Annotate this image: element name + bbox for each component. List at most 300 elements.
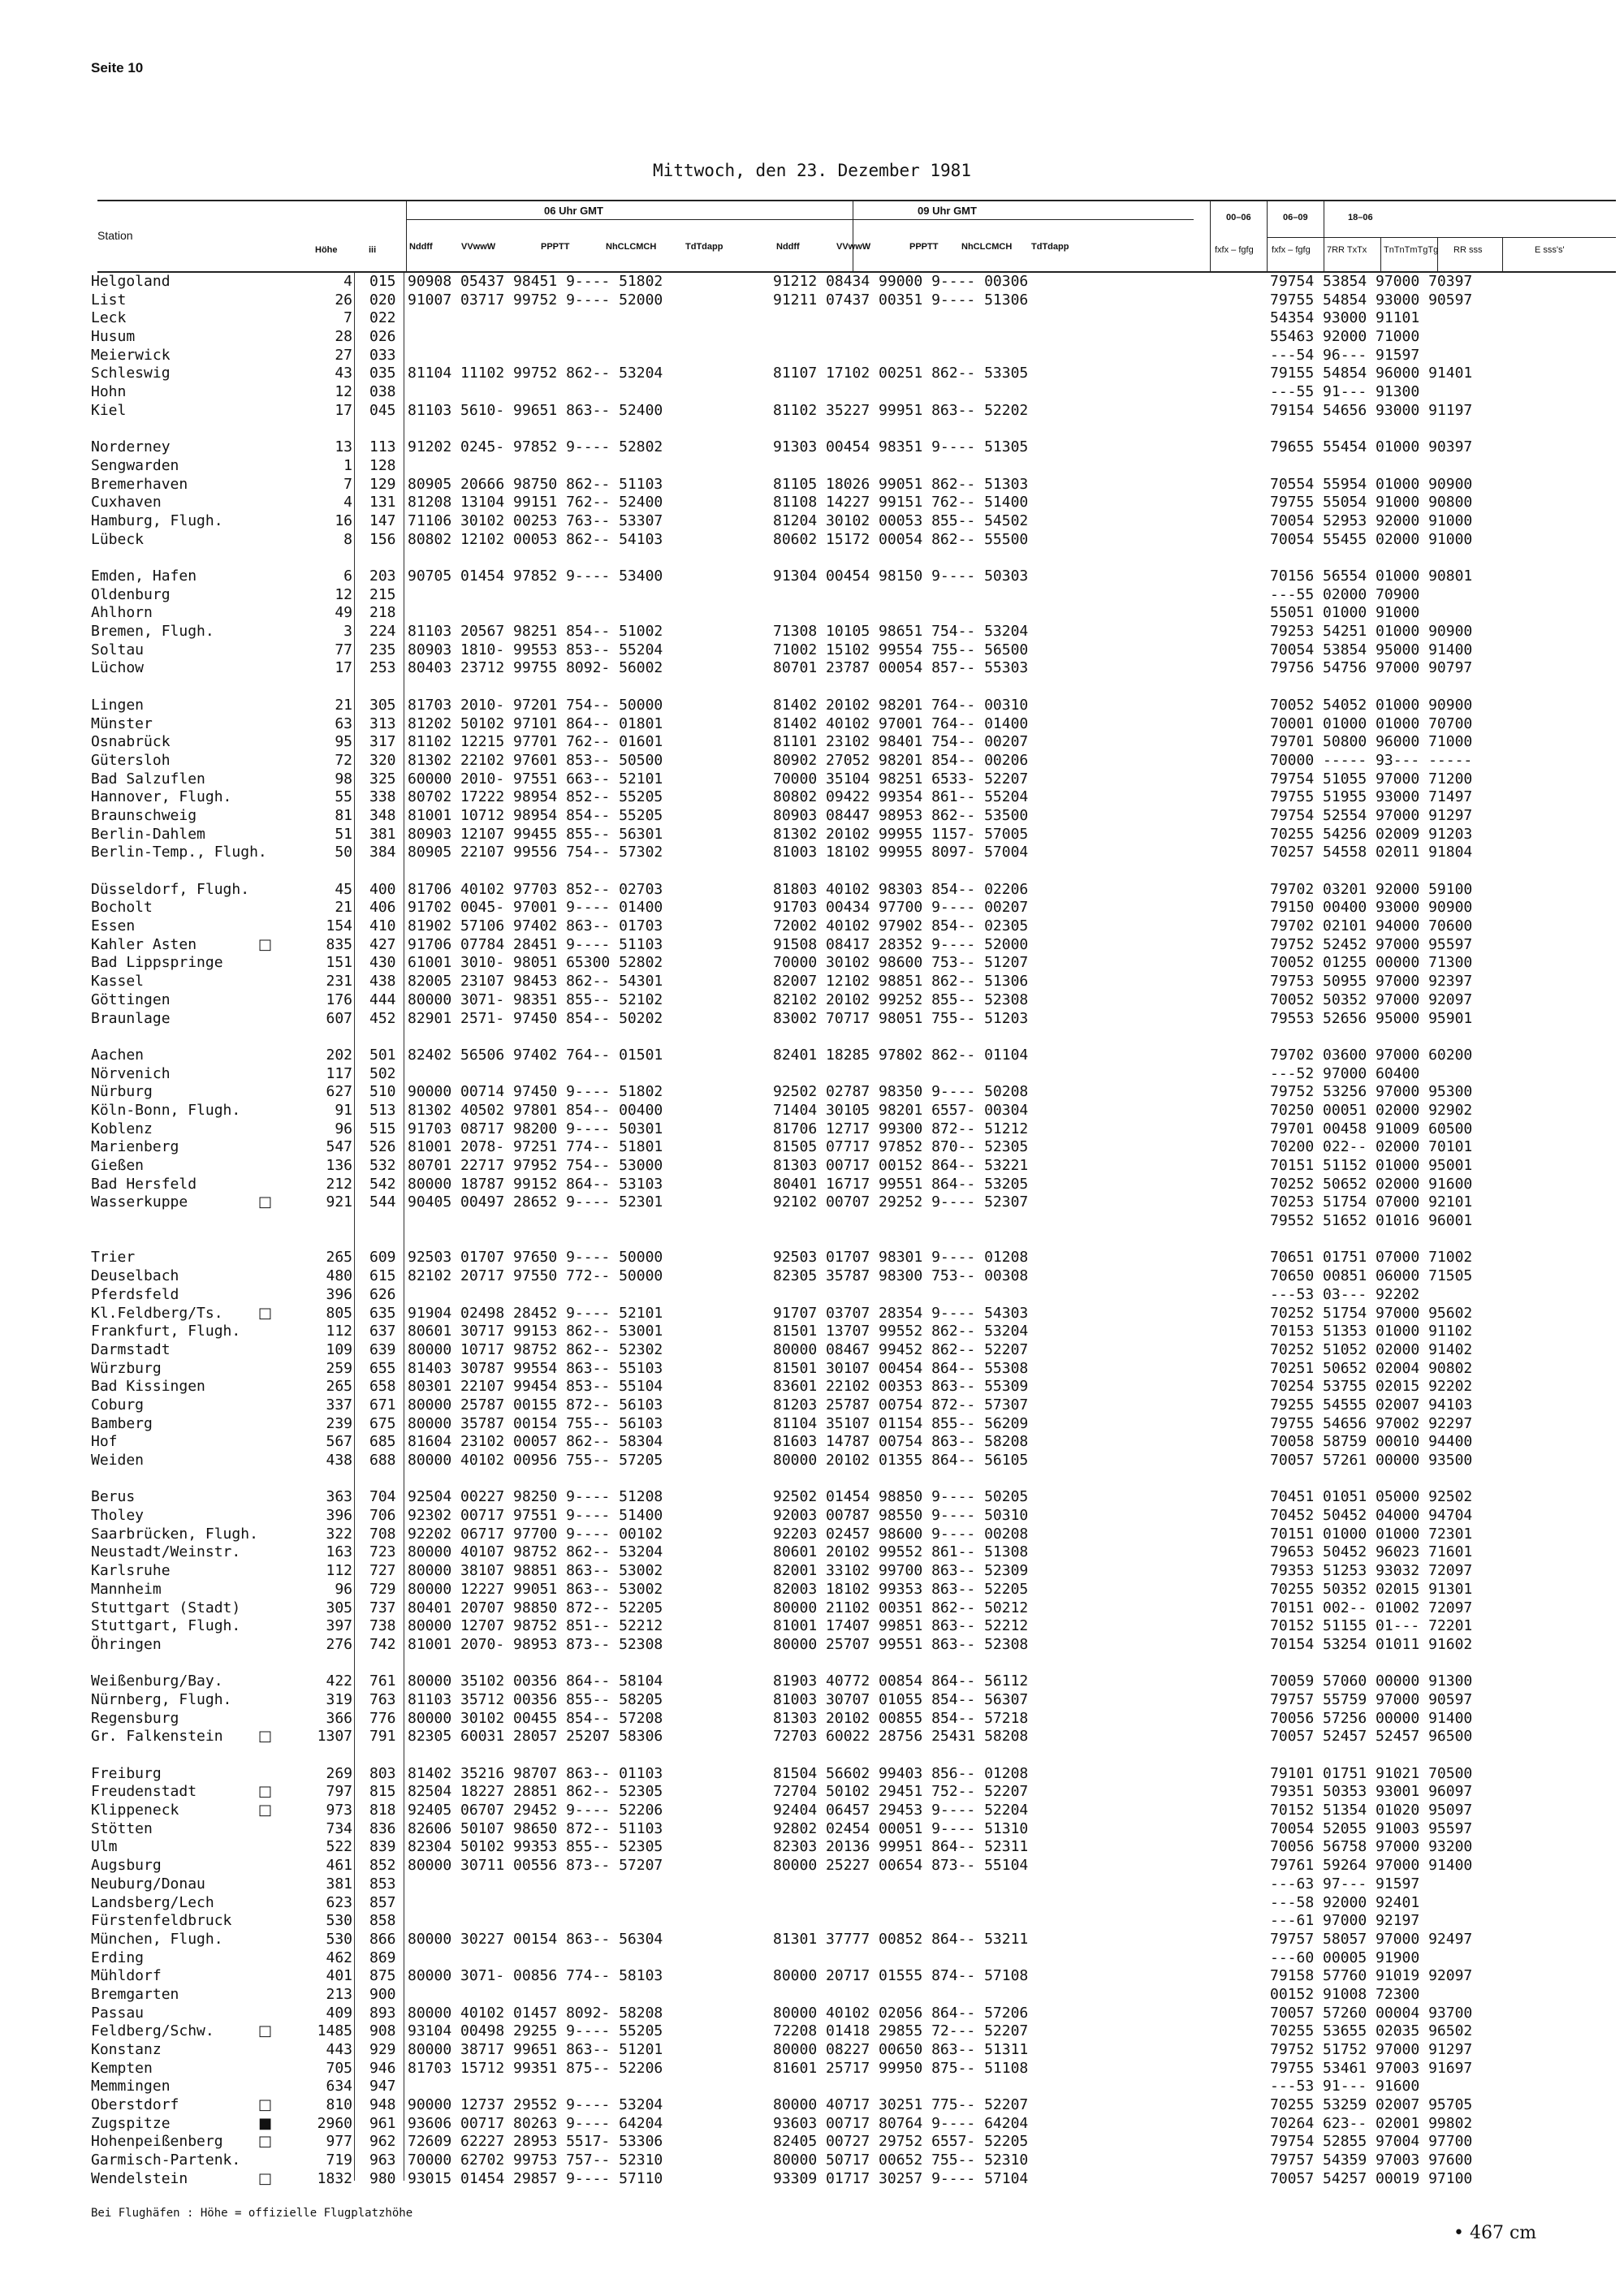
station-hoehe: 835 [326,935,352,953]
obs-18: 79755 54854 93000 90597 [1270,291,1473,309]
obs-09: 80602 15172 00054 862-- 55500 [773,530,1029,548]
obs-06: 80403 23712 99755 8092- 56002 [408,659,663,677]
table-row [0,1193,1624,1212]
station-name: Zugspitze [91,2114,171,2132]
table-row [0,457,1624,476]
station-name: Oberstdorf [91,2096,179,2114]
station-iii: 615 [369,1267,396,1285]
station-hoehe: 163 [326,1543,352,1561]
station-name: Feldberg/Schw. [91,2022,214,2040]
station-name: Bad Salzuflen [91,770,205,788]
table-row [0,1267,1624,1286]
obs-18: 79353 51253 93032 72097 [1270,1562,1473,1580]
station-iii: 776 [369,1709,396,1727]
table-row [0,1120,1624,1139]
station-mark: □ [258,2096,273,2114]
row-spacer [0,421,1624,439]
obs-09: 82007 12102 98851 862-- 51306 [773,973,1029,990]
station-hoehe: 6 [343,568,352,585]
table-row [0,1802,1624,1820]
table-row [0,1526,1624,1544]
obs-06: 90405 00497 28652 9---- 52301 [408,1193,663,1211]
obs-06: 82402 56506 97402 764-- 01501 [408,1046,663,1064]
table-row [0,512,1624,531]
obs-09: 80000 25227 00654 873-- 55104 [773,1857,1029,1875]
obs-18: 70650 00851 06000 71505 [1270,1267,1473,1285]
obs-18: 70054 53854 95000 91400 [1270,641,1473,658]
station-hoehe: 176 [326,990,352,1008]
station-name: Augsburg [91,1857,162,1875]
table-row [0,1176,1624,1194]
row-spacer [0,862,1624,881]
table-row [0,1820,1624,1839]
obs-18: 79253 54251 01000 90900 [1270,623,1473,641]
station-name: Düsseldorf, Flugh. [91,880,250,898]
station-hoehe: 8 [343,530,352,548]
obs-18: 79757 54359 97003 97600 [1270,2151,1473,2169]
station-name: Bad Hersfeld [91,1175,197,1193]
station-name: Essen [91,917,136,935]
station-name: Gießen [91,1157,145,1174]
station-name: Norderney [91,438,171,456]
table-row [0,1875,1624,1894]
station-hoehe: 363 [326,1488,352,1506]
table-row [0,309,1624,328]
obs-06: 80000 35787 00154 755-- 56103 [408,1414,663,1432]
obs-06: 80000 30711 00556 873-- 57207 [408,1857,663,1875]
obs-09: 92802 02454 00051 9---- 51310 [773,1819,1029,1837]
table-row [0,1323,1624,1341]
obs-06: 80000 38107 98851 863-- 53002 [408,1562,663,1580]
station-hoehe: 623 [326,1893,352,1911]
station-iii: 224 [369,623,396,641]
station-name: Bremerhaven [91,475,188,493]
row-spacer [0,1231,1624,1249]
obs-06: 90000 00714 97450 9---- 51802 [408,1083,663,1101]
obs-06: 81103 35712 00356 855-- 58205 [408,1690,663,1708]
obs-09: 82405 00727 29752 6557- 52205 [773,2133,1029,2151]
obs-18: 70254 53755 02015 92202 [1270,1378,1473,1396]
station-hoehe: 1832 [317,2169,352,2187]
station-iii: 857 [369,1893,396,1911]
station-hoehe: 269 [326,1764,352,1782]
obs-09: 92503 01707 98301 9---- 01208 [773,1249,1029,1267]
obs-06: 81104 11102 99752 862-- 53204 [408,365,663,382]
station-iii: 313 [369,714,396,732]
table-row [0,697,1624,715]
obs-18: 79754 53854 97000 70397 [1270,273,1473,290]
obs-06: 80903 1810- 99553 853-- 55204 [408,641,663,658]
station-hoehe: 13 [335,438,352,456]
table-row [0,752,1624,770]
station-name: Aachen [91,1046,145,1064]
station-name: Klippeneck [91,1802,179,1819]
station-iii: 502 [369,1064,396,1082]
obs-06: 72609 62227 28953 5517- 53306 [408,2133,663,2151]
station-iii: 688 [369,1452,396,1469]
station-iii: 022 [369,309,396,327]
obs-09: 91211 07437 00351 9---- 51306 [773,291,1029,309]
obs-09: 82401 18285 97802 862-- 01104 [773,1046,1029,1064]
station-name: Soltau [91,641,145,658]
station-iii: 156 [369,530,396,548]
station-hoehe: 530 [326,1912,352,1930]
station-name: Kiel [91,401,127,419]
obs-06: 92302 00717 97551 9---- 51400 [408,1507,663,1525]
obs-06: 81403 30787 99554 863-- 55103 [408,1359,663,1377]
obs-09: 81107 17102 00251 862-- 53305 [773,365,1029,382]
table-row [0,1617,1624,1636]
obs-09: 92502 01454 98850 9---- 50205 [773,1488,1029,1506]
obs-06: 80000 30102 00455 854-- 57208 [408,1709,663,1727]
obs-18: 00152 91008 72300 [1270,1985,1420,2003]
table-row [0,383,1624,402]
obs-18: 79101 01751 91021 70500 [1270,1764,1473,1782]
station-hoehe: 91 [335,1101,352,1119]
station-iii: 685 [369,1433,396,1451]
obs-18: 79150 00400 93000 90900 [1270,899,1473,917]
obs-06: 80000 3071- 98351 855-- 52102 [408,990,663,1008]
station-iii: 317 [369,733,396,751]
obs-06: 81302 40502 97801 854-- 00400 [408,1101,663,1119]
station-iii: 113 [369,438,396,456]
obs-09: 81601 25717 99950 875-- 51108 [773,2059,1029,2077]
station-iii: 544 [369,1193,396,1211]
station-hoehe: 337 [326,1396,352,1413]
obs-09: 92203 02457 98600 9---- 00208 [773,1525,1029,1543]
obs-18: 70054 52055 91003 95597 [1270,1819,1473,1837]
obs-06: 91904 02498 28452 9---- 52101 [408,1304,663,1322]
station-name: Saarbrücken, Flugh. [91,1525,258,1543]
obs-09: 80000 40717 30251 775-- 52207 [773,2096,1029,2114]
station-iii: 839 [369,1838,396,1856]
station-iii: 384 [369,844,396,861]
table-row [0,2170,1624,2189]
page-label: Seite 10 [91,60,144,76]
station-iii: 818 [369,1802,396,1819]
obs-06: 80905 20666 98750 862-- 51103 [408,475,663,493]
obs-18: 79757 55759 97000 90597 [1270,1690,1473,1708]
station-hoehe: 797 [326,1783,352,1801]
table-row [0,733,1624,752]
station-name: Pferdsfeld [91,1285,179,1303]
station-iii: 038 [369,383,396,401]
table-row [0,1543,1624,1562]
table-row [0,568,1624,586]
table-row [0,1783,1624,1802]
station-mark: □ [258,1193,273,1211]
station-name: Berus [91,1488,136,1506]
obs-06: 91703 08717 98200 9---- 50301 [408,1120,663,1137]
obs-09: 92102 00707 29252 9---- 52307 [773,1193,1029,1211]
obs-18: 70651 01751 07000 71002 [1270,1249,1473,1267]
obs-09: 92003 00787 98550 9---- 50310 [773,1507,1029,1525]
obs-18: 70251 50652 02004 90802 [1270,1359,1473,1377]
station-name: Stuttgart (Stadt) [91,1599,241,1616]
obs-09: 81303 20102 00855 854-- 57218 [773,1709,1029,1727]
obs-18: 79351 50353 93001 96097 [1270,1783,1473,1801]
table-row [0,1967,1624,1986]
obs-06: 80000 40107 98752 862-- 53204 [408,1543,663,1561]
obs-06: 80802 12102 00053 862-- 54103 [408,530,663,548]
obs-09: 72002 40102 97902 854-- 02305 [773,917,1029,935]
station-hoehe: 607 [326,1009,352,1027]
station-iii: 635 [369,1304,396,1322]
station-iii: 203 [369,568,396,585]
station-hoehe: 21 [335,899,352,917]
obs-09: 81402 40102 97001 764-- 01400 [773,714,1029,732]
obs-06: 80000 40102 00956 755-- 57205 [408,1452,663,1469]
obs-09: 72208 01418 29855 72--- 52207 [773,2022,1029,2040]
station-mark: □ [258,1802,273,1819]
obs-06: 70000 62702 99753 757-- 52310 [408,2151,663,2169]
obs-06: 71106 30102 00253 763-- 53307 [408,511,663,529]
table-row [0,807,1624,826]
obs-18: 79702 02101 94000 70600 [1270,917,1473,935]
station-hoehe: 480 [326,1267,352,1285]
station-name: Bocholt [91,899,153,917]
obs-18: 79701 00458 91009 60500 [1270,1120,1473,1137]
station-hoehe: 322 [326,1525,352,1543]
col09-3: NhCLCMCH [961,242,1013,252]
station-iii: 444 [369,990,396,1008]
table-row [0,531,1624,550]
station-mark: □ [258,1728,273,1746]
obs-18: 79754 52554 97000 91297 [1270,806,1473,824]
table-row [0,1599,1624,1618]
col09-0: Nddff [776,242,800,252]
table-row [0,1341,1624,1360]
obs-18: 70059 57060 00000 91300 [1270,1672,1473,1690]
obs-06: 92503 01707 97650 9---- 50000 [408,1249,663,1267]
obs-06: 80000 40102 01457 8092- 58208 [408,2004,663,2022]
station-hoehe: 21 [335,696,352,714]
station-name: Helgoland [91,273,171,290]
table-row [0,1581,1624,1599]
station-iii: 737 [369,1599,396,1616]
station-name: Hohenpeißenberg [91,2133,223,2151]
station-hoehe: 151 [326,954,352,972]
station-name: Cuxhaven [91,494,162,511]
station-name: Lingen [91,696,145,714]
obs-06: 81001 10712 98954 854-- 55205 [408,806,663,824]
station-hoehe: 977 [326,2133,352,2151]
station-hoehe: 77 [335,641,352,658]
table-row [0,2115,1624,2134]
obs-18: 70250 00051 02000 92902 [1270,1101,1473,1119]
station-hoehe: 462 [326,1949,352,1966]
station-hoehe: 112 [326,1562,352,1580]
station-name: Bamberg [91,1414,153,1432]
station-name: Meierwick [91,346,171,364]
obs-09: 81903 40772 00854 864-- 56112 [773,1672,1029,1690]
station-name: Landsberg/Lech [91,1893,214,1911]
station-hoehe: 734 [326,1819,352,1837]
obs-18: 70452 50452 04000 94704 [1270,1507,1473,1525]
obs-09: 81504 56602 99403 856-- 01208 [773,1764,1029,1782]
station-hoehe: 461 [326,1857,352,1875]
obs-06: 80702 17222 98954 852-- 55205 [408,788,663,806]
station-hoehe: 3 [343,623,352,641]
station-hoehe: 805 [326,1304,352,1322]
station-iii: 875 [369,1967,396,1985]
obs-09: 81505 07717 97852 870-- 52305 [773,1138,1029,1156]
station-iii: 655 [369,1359,396,1377]
station-name: Öhringen [91,1635,162,1653]
obs-18: 70152 51354 01020 95097 [1270,1802,1473,1819]
obs-18: 70255 53655 02035 96502 [1270,2022,1473,2040]
obs-18: 70151 51152 01000 95001 [1270,1157,1473,1174]
station-iii: 929 [369,2041,396,2058]
obs-09: 81108 14227 99151 762-- 51400 [773,494,1029,511]
station-hoehe: 381 [326,1875,352,1892]
col09-1: VVwwW [836,242,871,252]
obs-18: 79754 52855 97004 97700 [1270,2133,1473,2151]
station-name: Schleswig [91,365,171,382]
station-name: Erding [91,1949,145,1966]
obs-09: 92404 06457 29453 9---- 52204 [773,1802,1029,1819]
station-iii: 410 [369,917,396,935]
table-row [0,402,1624,421]
station-name: Tholey [91,1507,145,1525]
station-hoehe: 305 [326,1599,352,1616]
station-name: Ahlhorn [91,604,153,622]
station-iii: 015 [369,273,396,290]
station-name: Neustadt/Weinstr. [91,1543,241,1561]
obs-18: 70153 51353 01000 91102 [1270,1323,1473,1340]
station-name: Emden, Hafen [91,568,197,585]
station-hoehe: 547 [326,1138,352,1156]
station-hoehe: 136 [326,1157,352,1174]
obs-18: ---53 91--- 91600 [1270,2078,1420,2095]
station-hoehe: 265 [326,1378,352,1396]
obs-09: 91508 08417 28352 9---- 52000 [773,935,1029,953]
station-name: Bad Kissingen [91,1378,205,1396]
obs-06: 81706 40102 97703 852-- 02703 [408,880,663,898]
table-row [0,1286,1624,1305]
obs-06: 60000 2010- 97551 663-- 52101 [408,770,663,788]
table-row [0,494,1624,512]
station-iii: 858 [369,1912,396,1930]
obs-09: 91707 03707 28354 9---- 54303 [773,1304,1029,1322]
station-hoehe: 259 [326,1359,352,1377]
station-iii: 128 [369,456,396,474]
h18-06-header: 18–06 [1348,213,1373,222]
obs-09: 81101 23102 98401 754-- 00207 [773,733,1029,751]
obs-18: ---60 00005 91900 [1270,1949,1420,1966]
obs-18: ---52 97000 60400 [1270,1064,1420,1082]
station-hoehe: 973 [326,1802,352,1819]
station-name: Karlsruhe [91,1562,171,1580]
obs-18: 70057 52457 52457 96500 [1270,1728,1473,1746]
obs-18: 70156 56554 01000 90801 [1270,568,1473,585]
obs-09: 71308 10105 98651 754-- 53204 [773,623,1029,641]
station-name: Leck [91,309,127,327]
obs-18: 70000 ----- 93--- ----- [1270,751,1473,769]
table-row [0,844,1624,862]
obs-18: 79552 51652 01016 96001 [1270,1212,1473,1230]
obs-18: 79761 59264 97000 91400 [1270,1857,1473,1875]
station-name: Bremen, Flugh. [91,623,214,641]
obs-06: 81604 23102 00057 862-- 58304 [408,1433,663,1451]
row-spacer [0,1470,1624,1489]
obs-06: 80000 12707 98752 851-- 52212 [408,1617,663,1635]
obs-18: 70252 51052 02000 91402 [1270,1340,1473,1358]
station-name: Kassel [91,973,145,990]
table-row [0,2151,1624,2170]
table-row [0,1765,1624,1784]
station-hoehe: 95 [335,733,352,751]
obs-09: 80802 09422 99354 861-- 55204 [773,788,1029,806]
obs-06: 82504 18227 28851 862-- 52305 [408,1783,663,1801]
obs-09: 81303 00717 00152 864-- 53221 [773,1157,1029,1174]
station-name: Konstanz [91,2041,162,2058]
station-hoehe: 7 [343,309,352,327]
obs-18: 79553 52656 95000 95901 [1270,1009,1473,1027]
table-row [0,788,1624,807]
station-iii: 738 [369,1617,396,1635]
obs-18: ---58 92000 92401 [1270,1893,1420,1911]
station-iii: 791 [369,1728,396,1746]
station-mark: □ [258,2133,273,2151]
obs-18: 70252 51754 97000 95602 [1270,1304,1473,1322]
table-row [0,2060,1624,2078]
station-name: Weißenburg/Bay. [91,1672,223,1690]
station-hoehe: 49 [335,604,352,622]
station-name: Freiburg [91,1764,162,1782]
obs-06: 82606 50107 98650 872-- 51103 [408,1819,663,1837]
station-hoehe: 319 [326,1690,352,1708]
obs-09: 93309 01717 30257 9---- 57104 [773,2169,1029,2187]
obs-06: 81703 15712 99351 875-- 52206 [408,2059,663,2077]
obs-06: 80301 22107 99454 853-- 55104 [408,1378,663,1396]
table-row [0,1912,1624,1931]
station-name: Neuburg/Donau [91,1875,205,1892]
station-hoehe: 16 [335,511,352,529]
station-name: Hamburg, Flugh. [91,511,223,529]
obs-09: 82001 33102 99700 863-- 52309 [773,1562,1029,1580]
station-hoehe: 98 [335,770,352,788]
station-iii: 706 [369,1507,396,1525]
obs-06: 91007 03717 99752 9---- 52000 [408,291,663,309]
station-name: Stuttgart, Flugh. [91,1617,241,1635]
table-header [97,200,1616,273]
station-iii: 526 [369,1138,396,1156]
station-hoehe: 17 [335,659,352,677]
obs-09: 80000 50717 00652 755-- 52310 [773,2151,1029,2169]
sub18-06-2: RR sss [1453,245,1483,255]
station-iii: 215 [369,585,396,603]
footnote: Bei Flughäfen : Höhe = offizielle Flugplatzhöhe [91,2207,413,2220]
station-iii: 853 [369,1875,396,1892]
station-iii: 218 [369,604,396,622]
obs-18: ---63 97--- 91597 [1270,1875,1420,1892]
table-row [0,881,1624,900]
row-spacer [0,549,1624,568]
obs-09: 81001 17407 99851 863-- 52212 [773,1617,1029,1635]
obs-18: 70264 623-- 02001 99802 [1270,2114,1473,2132]
table-row [0,1857,1624,1875]
obs-18: ---55 91--- 91300 [1270,383,1420,401]
station-iii: 671 [369,1396,396,1413]
obs-18: 70451 01051 05000 92502 [1270,1488,1473,1506]
page-number: • 467 cm [1453,2223,1537,2243]
table-row [0,476,1624,494]
station-name: Garmisch-Partenk. [91,2151,241,2169]
station-hoehe: 522 [326,1838,352,1856]
station-name: Ulm [91,1838,118,1856]
station-iii: 129 [369,475,396,493]
